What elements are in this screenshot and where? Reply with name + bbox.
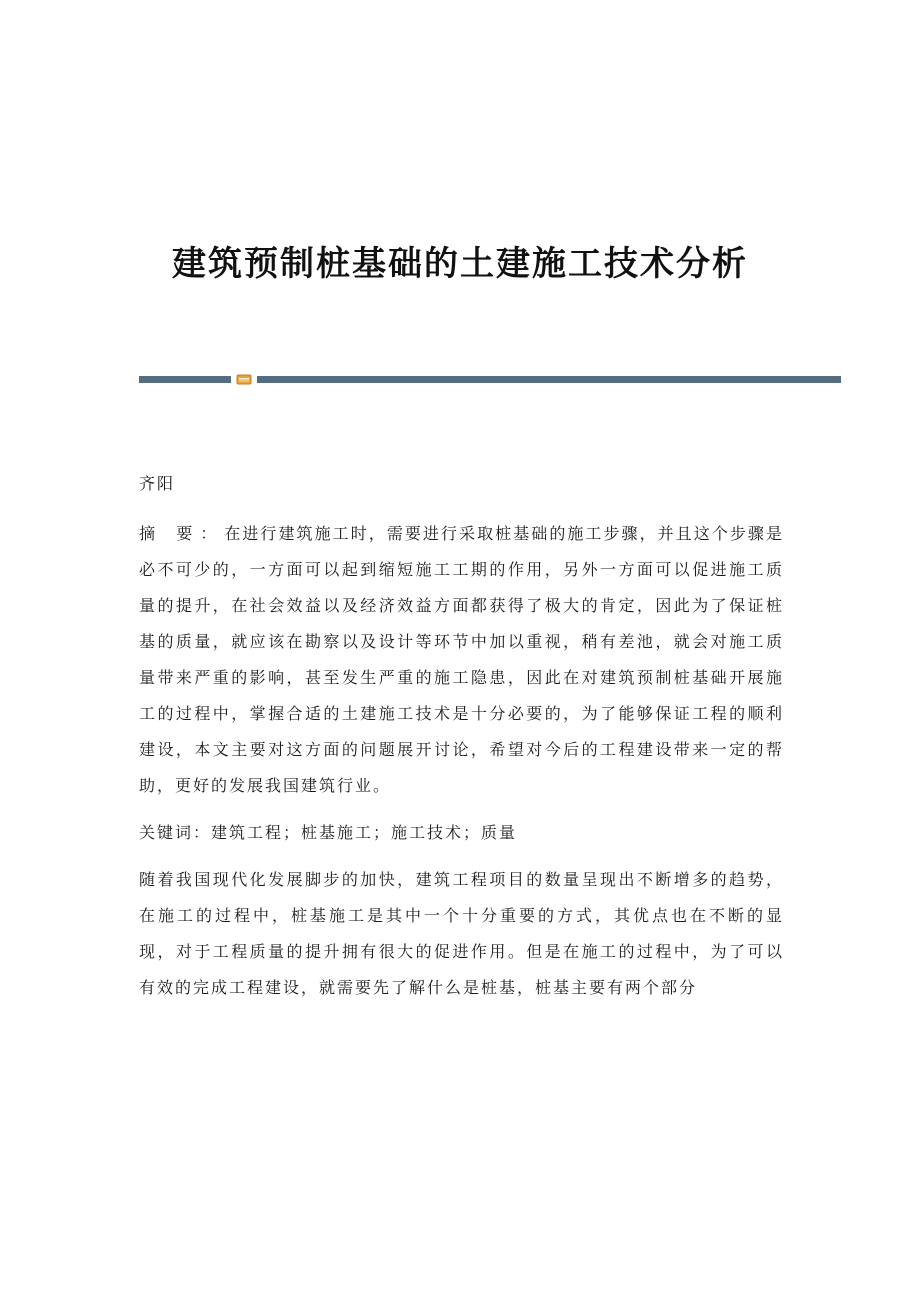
title-divider: [139, 375, 841, 384]
author-name: 齐阳: [139, 474, 176, 493]
divider-right-segment: [257, 376, 841, 383]
document-body: [139, 466, 784, 1017]
divider-left-segment: [139, 376, 231, 383]
abstract-label: 摘 要：: [139, 524, 225, 543]
divider-ornament-icon: [236, 374, 252, 385]
abstract-paragraph: [139, 516, 784, 804]
abstract-text: 在进行建筑施工时，需要进行采取桩基础的施工步骤，并且这个步骤是必不可少的，一方面可以起到缩短施工工期的作用，另外一方面可以促进施工质量的提升，在社会效益以及经济效益方面都获得了极大的肯定，因此为了保证桩基的质量，就应该在勘察以及设计等环节中加以重视，稍有差池，就会对施工质量带来严重的影响，甚至发生严重的施工隐患，因此在对建筑预制桩基础开展施工的过程中，掌握合适的土建施工技术是十分必要的，为了能够保证工程的顺利建设，本文主要对这方面的问题展开讨论，希望对今后的工程建设带来一定的帮助，更好的发展我国建筑行业。: [139, 524, 784, 795]
keywords-line: 关键词：建筑工程；桩基施工；施工技术；质量: [139, 823, 518, 842]
body-paragraph: 随着我国现代化发展脚步的加快，建筑工程项目的数量呈现出不断增多的趋势，在施工的过程中，桩基施工是其中一个十分重要的方式，其优点也在不断的显现，对于工程质量的提升拥有很大的促进作用。但是在施工的过程中，为了可以有效的完成工程建设，就需要先了解什么是桩基，桩基主要有两个部分: [139, 870, 784, 997]
page-title: 建筑预制桩基础的土建施工技术分析: [172, 243, 748, 284]
